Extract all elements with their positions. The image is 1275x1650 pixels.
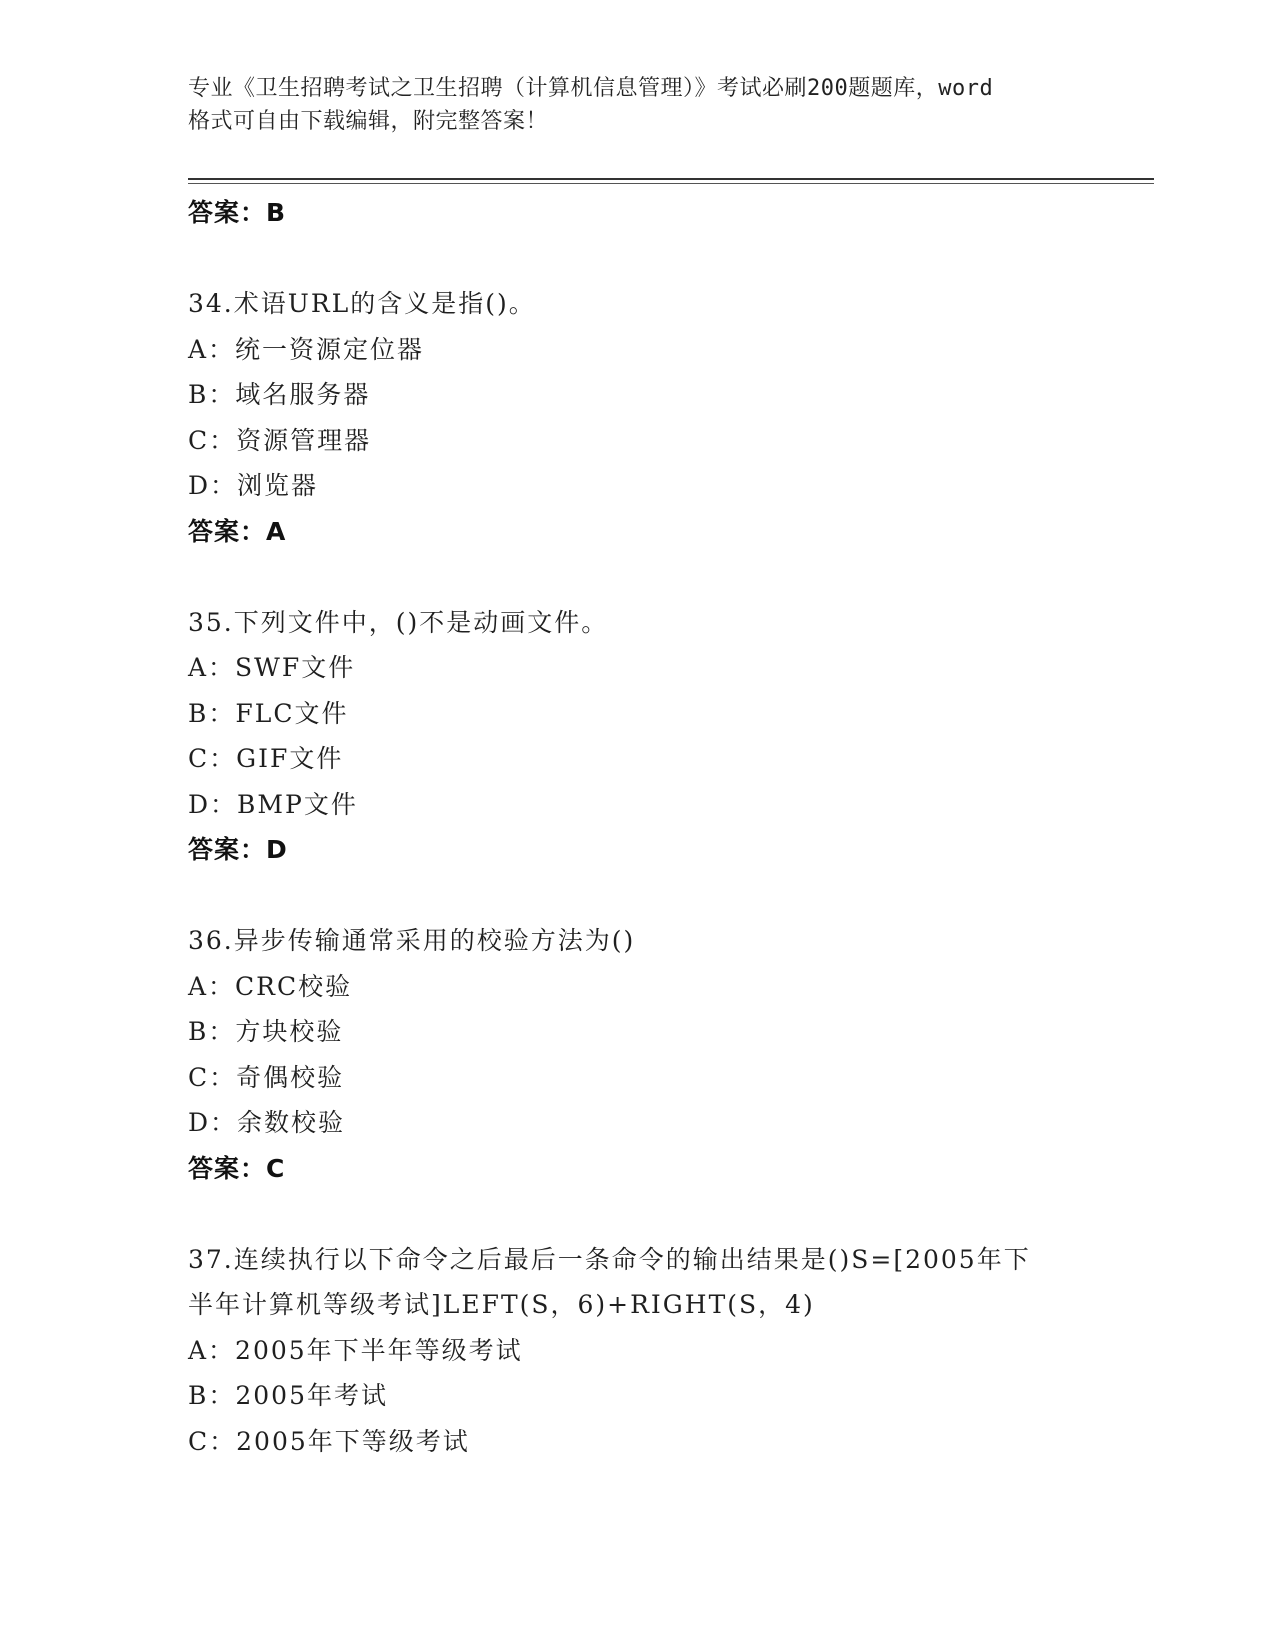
option-b: B：2005年考试: [188, 1381, 388, 1410]
option-c: C：奇偶校验: [188, 1062, 345, 1092]
option-c: C：资源管理器: [188, 425, 372, 455]
question-36: [188, 918, 1088, 1191]
question-34: [188, 281, 1088, 554]
question-35: [188, 600, 1088, 873]
option-d: D：余数校验: [188, 1108, 346, 1137]
option-a: A：统一资源定位器: [188, 334, 425, 364]
question-stem-line-2: 半年计算机等级考试]LEFT(S，6)+RIGHT(S，4): [188, 1290, 815, 1319]
option-d: D：BMP文件: [188, 789, 358, 819]
header-divider-thin: [188, 183, 1154, 184]
document-header: [188, 72, 1088, 138]
spacer: [188, 1191, 1088, 1237]
option-d: D：浏览器: [188, 471, 319, 500]
spacer: [188, 236, 1088, 282]
question-stem: 35.下列文件中，()不是动画文件。: [188, 607, 609, 637]
answer-line: 答案：C: [188, 1153, 286, 1183]
header-line-2: 格式可自由下载编辑，附完整答案！: [188, 109, 549, 134]
option-b: B：FLC文件: [188, 698, 349, 728]
header-line-1: 专业《卫生招聘考试之卫生招聘（计算机信息管理）》考试必刷200题题库，word: [188, 76, 994, 101]
option-c: C：GIF文件: [188, 744, 344, 773]
question-stem: 34.术语URL的含义是指()。: [188, 289, 536, 318]
question-stem: 36.异步传输通常采用的校验方法为(): [188, 926, 636, 955]
option-b: B：方块校验: [188, 1017, 344, 1046]
question-37: [188, 1237, 1088, 1465]
spacer: [188, 554, 1088, 600]
answer-line: 答案：A: [188, 516, 287, 546]
question-stem-line-1: 37.连续执行以下命令之后最后一条命令的输出结果是()S=[2005年下: [188, 1244, 1031, 1274]
header-divider-thick: [188, 178, 1154, 180]
option-a: A：CRC校验: [188, 971, 353, 1001]
answer-line-prev: 答案：B: [188, 198, 287, 227]
option-a: A：SWF文件: [188, 653, 356, 682]
spacer: [188, 873, 1088, 919]
option-c: C：2005年下等级考试: [188, 1426, 470, 1456]
option-b: B：域名服务器: [188, 380, 371, 409]
answer-line: 答案：D: [188, 835, 288, 864]
option-a: A：2005年下半年等级考试: [188, 1335, 523, 1365]
question-list: [188, 190, 1088, 1464]
